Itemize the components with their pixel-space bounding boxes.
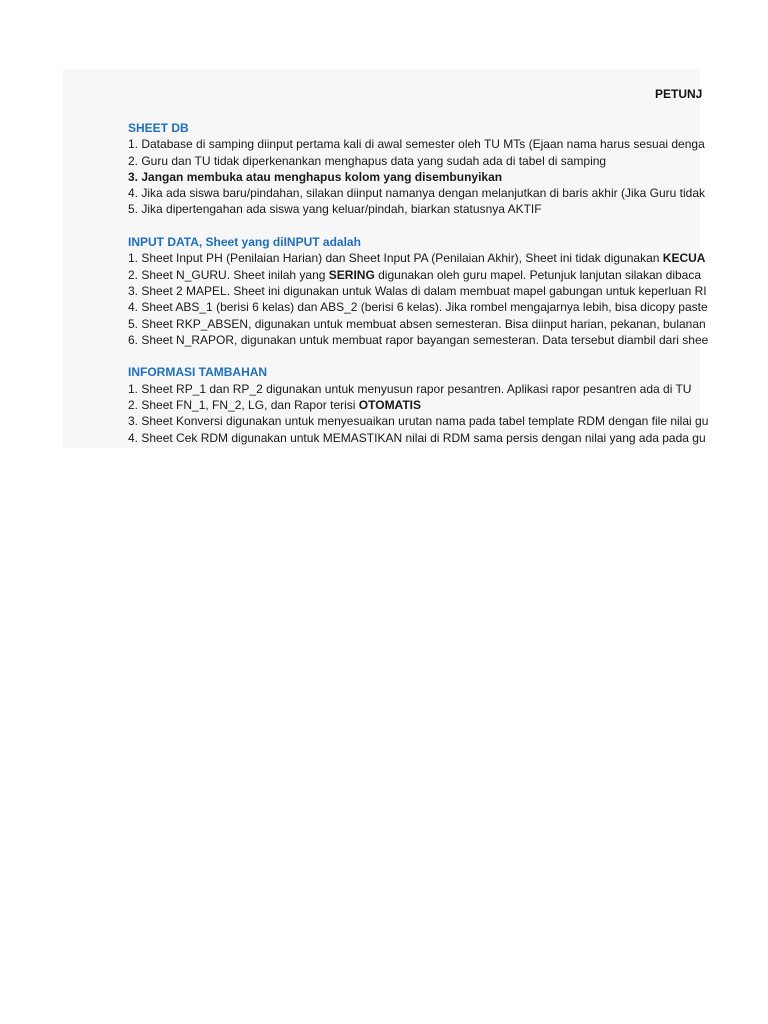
input-data-item-1 <box>128 250 706 266</box>
spacer <box>128 348 700 364</box>
sheet-db-item-2: 2. Guru dan TU tidak diperkenankan menghapus data yang sudah ada di tabel di samping <box>128 153 607 168</box>
info-item-1: 1. Sheet RP_1 dan RP_2 digunakan untuk menyusun rapor pesantren. Aplikasi rapor pesantren ada di TU <box>128 381 692 396</box>
page-title: PETUNJ <box>655 87 703 101</box>
item-bold-text: OTOMATIS <box>358 398 422 413</box>
section-heading-sheet-db: SHEET DB <box>128 121 189 135</box>
item-bold-text: SERING <box>328 267 375 282</box>
sheet-db-item-1: 1. Database di samping diinput pertama kali di awal semester oleh TU MTs (Ejaan nama harus sesuai denga <box>128 137 705 152</box>
section-heading-informasi-tambahan: INFORMASI TAMBAHAN <box>128 365 268 380</box>
sheet-db-item-3: 3. Jangan membuka atau menghapus kolom yang disembunyikan <box>128 169 503 184</box>
sheet-db-item-4: 4. Jika ada siswa baru/pindahan, silakan diinput namanya dengan melanjutkan di baris akhir (Jika Guru tidak <box>128 186 706 201</box>
item-bold-text: KECUA <box>662 251 706 266</box>
sheet-db-item-5: 5. Jika dipertengahan ada siswa yang keluar/pindah, biarkan statusnya AKTIF <box>128 202 542 217</box>
item-text: 2. Sheet FN_1, FN_2, LG, dan Rapor terisi <box>128 398 359 413</box>
item-text: 2. Sheet N_GURU. Sheet inilah yang <box>128 267 329 282</box>
section-heading-input-data: INPUT DATA, Sheet yang diINPUT adalah <box>128 235 361 250</box>
info-item-2 <box>128 397 700 413</box>
item-text: 1. Sheet Input PH (Penilaian Harian) dan Sheet Input PA (Penilaian Akhir), Sheet ini tidak digunakan <box>128 251 663 266</box>
spreadsheet-area <box>63 69 709 448</box>
instructions-content <box>128 120 709 446</box>
input-data-item-6: 6. Sheet N_RAPOR, digunakan untuk membuat rapor bayangan semesteran. Data tersebut diambil dari shee <box>128 332 709 347</box>
info-item-3: 3. Sheet Konversi digunakan untuk menyesuaikan urutan nama pada tabel template RDM dengan file nilai gu <box>128 414 709 429</box>
spacer <box>128 218 700 234</box>
info-item-4: 4. Sheet Cek RDM digunakan untuk MEMASTIKAN nilai di RDM sama persis dengan nilai yang ada pada gu <box>128 430 706 445</box>
input-data-item-5: 5. Sheet RKP_ABSEN, digunakan untuk membuat absen semesteran. Bisa diinput harian, pekanan, bulanan <box>128 316 706 331</box>
input-data-item-2 <box>128 267 700 283</box>
input-data-item-3: 3. Sheet 2 MAPEL. Sheet ini digunakan untuk Walas di dalam membuat mapel gabungan untuk keperluan RI <box>128 283 707 298</box>
item-text-after: digunakan oleh guru mapel. Petunjuk lanjutan silakan dibaca <box>374 267 702 282</box>
input-data-item-4: 4. Sheet ABS_1 (berisi 6 kelas) dan ABS_2 (berisi 6 kelas). Jika rombel mengajarnya lebih, bisa dicopy paste <box>128 300 708 315</box>
